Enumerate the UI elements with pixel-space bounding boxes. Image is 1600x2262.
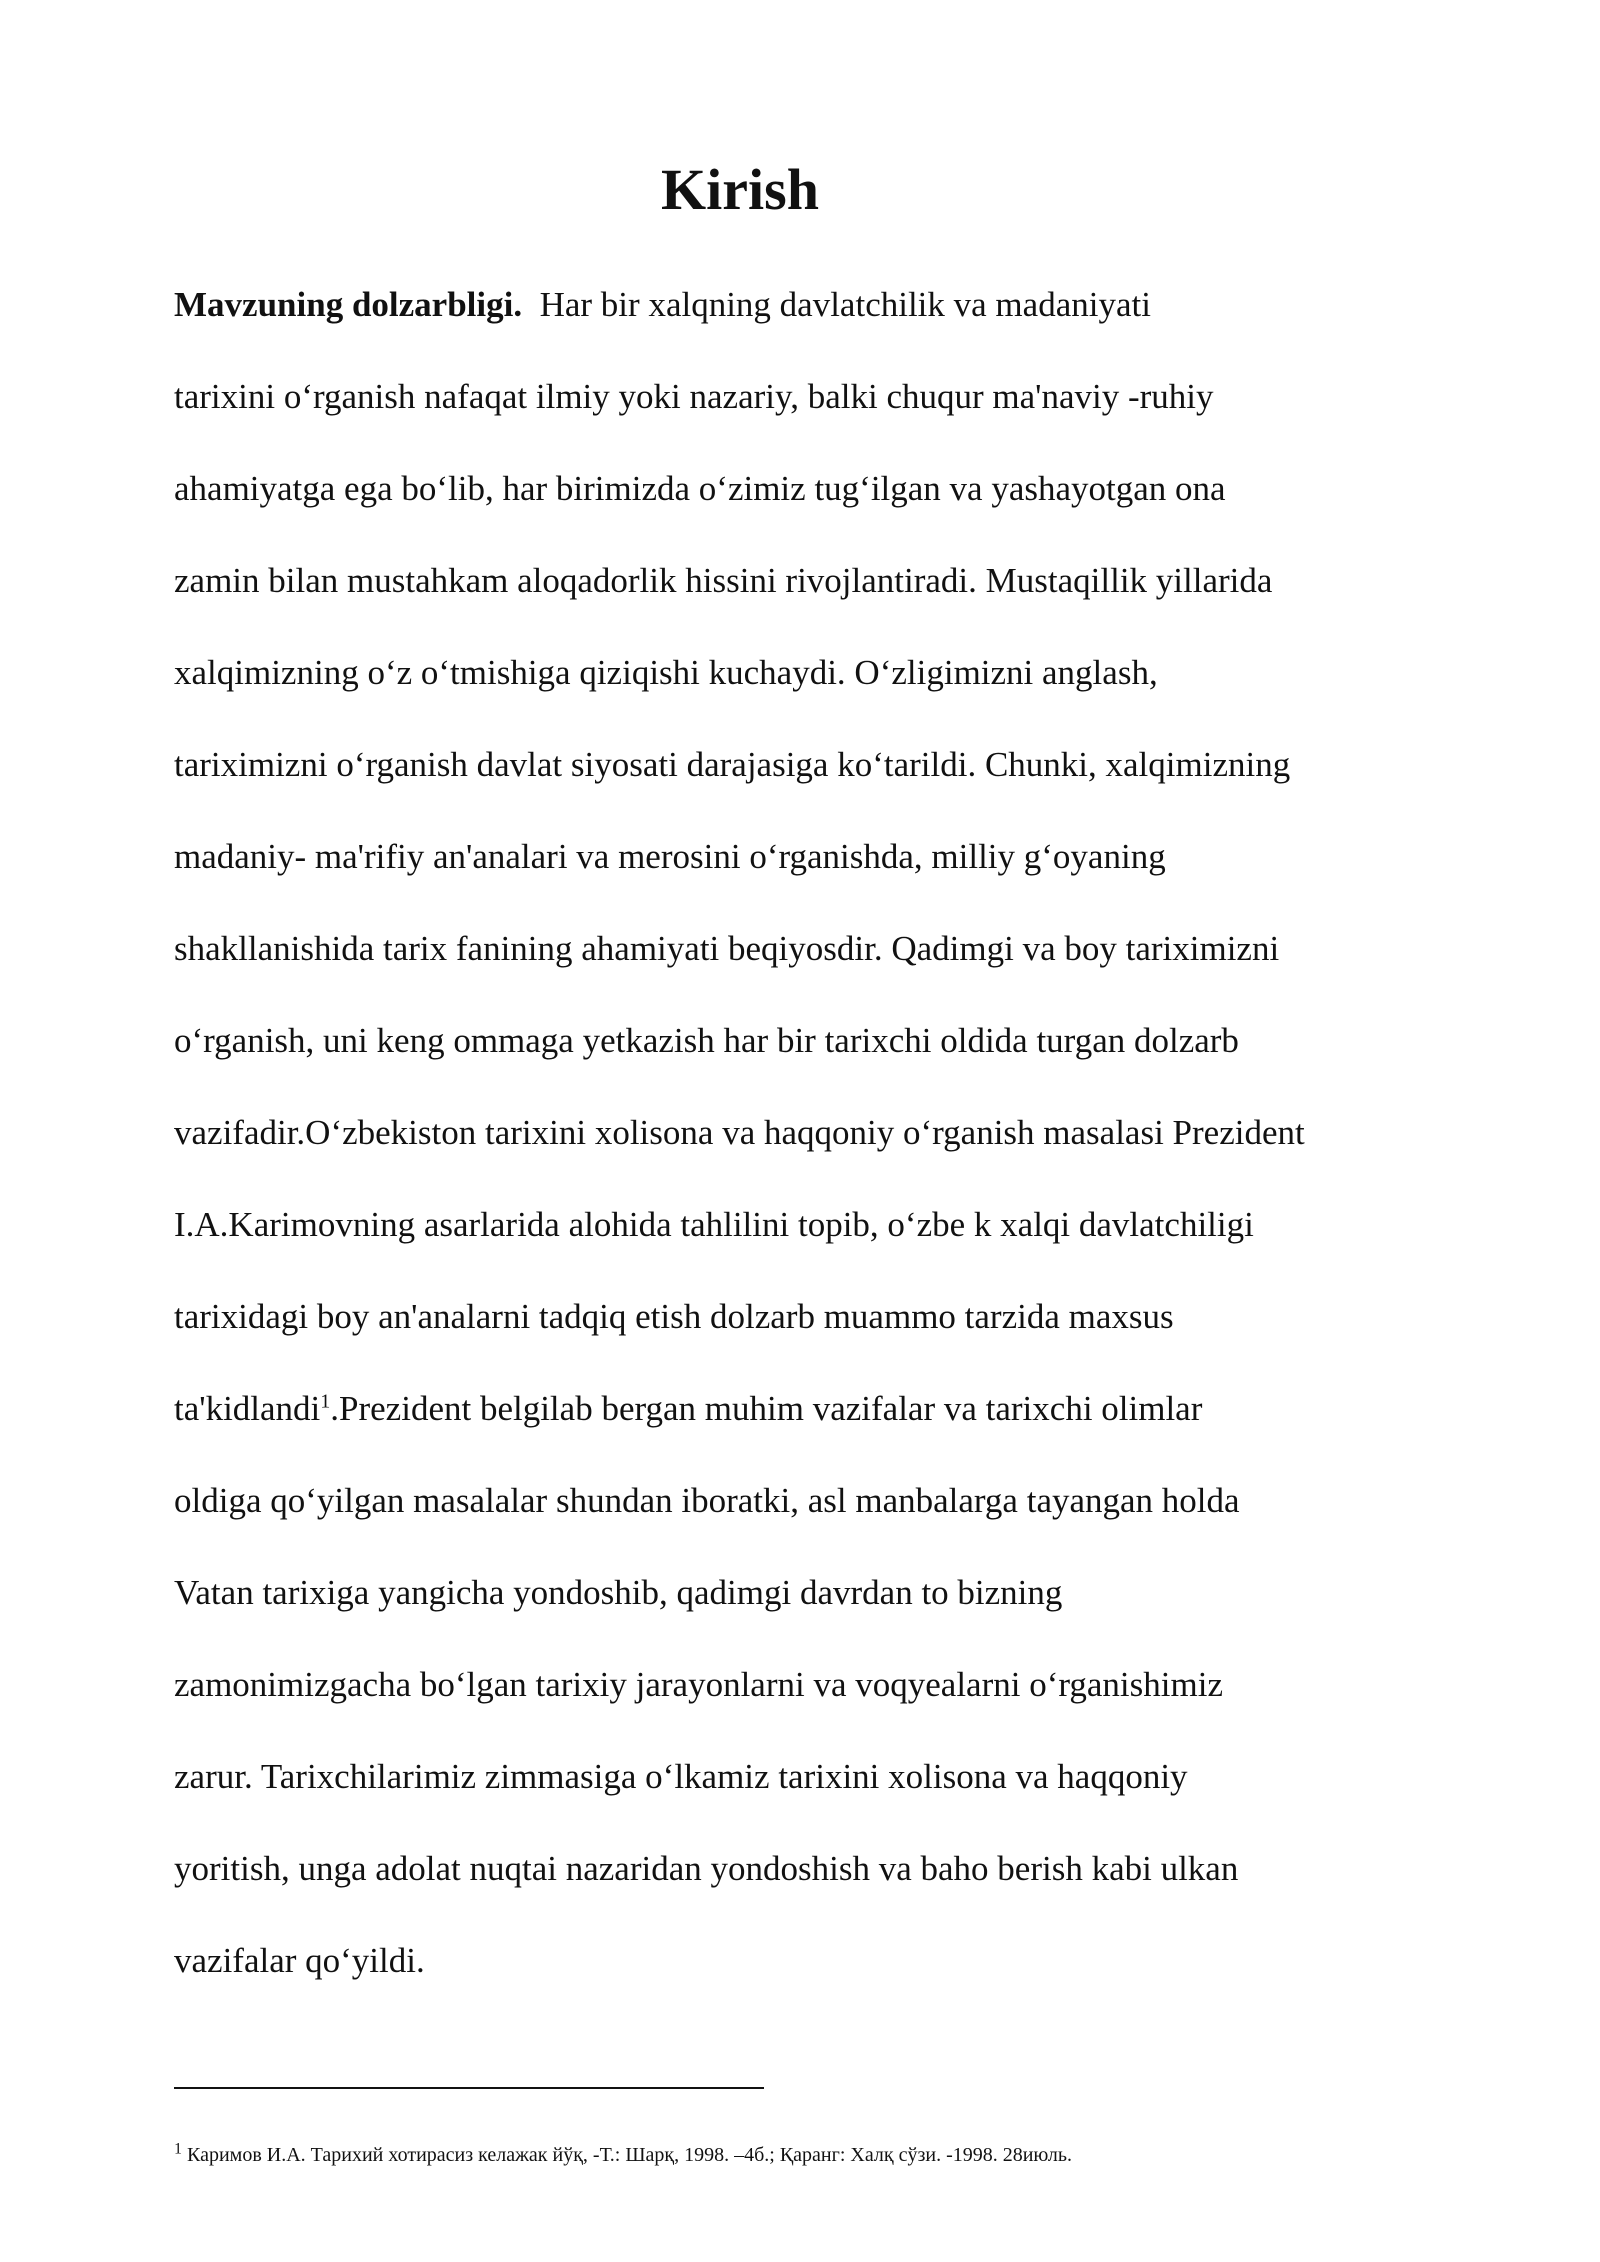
footnote-separator [174,2087,764,2089]
paragraph-line-8: shakllanishida tarix fanining ahamiyati beqiyosdir. Qadimgi va boy tariximizni [174,929,1280,968]
paragraph-line-19: vazifalar qoʻyildi. [174,1941,425,1980]
paragraph-line-6: tariximizni oʻrganish davlat siyosati darajasiga koʻtarildi. Chunki, xalqimizning [174,745,1291,784]
footnote-marker: 1 [174,2140,182,2158]
line-text: ta'kidlandi [174,1389,321,1428]
paragraph-line-11: I.A.Karimovning asarlarida alohida tahlilini topib, oʻzbe k xalqi davlatchiligi [174,1205,1254,1244]
paragraph-line-12: tarixidagi boy an'analarni tadqiq etish dolzarb muammo tarzida maxsus [174,1297,1174,1336]
paragraph-line-1 [174,280,1151,330]
paragraph-line-13 [174,1384,1202,1434]
section-lead: Mavzuning dolzarbligi. [174,285,523,324]
line-text: .Prezident belgilab bergan muhim vazifalar va tarixchi olimlar [330,1389,1203,1428]
paragraph-line-9: oʻrganish, uni keng ommaga yetkazish har bir tarixchi oldida turgan dolzarb [174,1021,1239,1060]
line-text: Har bir xalqning davlatchilik va madaniyati [539,285,1151,324]
paragraph-line-7: madaniy- ma'rifiy an'analari va merosini oʻrganishda, milliy gʻoyaning [174,837,1166,876]
paragraph-line-2: tarixini oʻrganish nafaqat ilmiy yoki nazariy, balki chuqur ma'naviy -ruhiy [174,377,1214,416]
paragraph-line-15: Vatan tarixiga yangicha yondoshib, qadimgi davrdan to bizning [174,1573,1063,1612]
footnote [174,2140,1072,2170]
footnote-text: Каримов И.А. Тарихий хотирасиз келажак йўқ, -Т.: Шарқ, 1998. –4б.; Қаранг: Халқ сўзи. -1998. 28июль. [187,2144,1072,2166]
footnote-reference[interactable]: 1 [320,1390,331,1413]
paragraph-line-17: zarur. Tarixchilarimiz zimmasiga oʻlkamiz tarixini xolisona va haqqoniy [174,1757,1188,1796]
paragraph-line-18: yoritish, unga adolat nuqtai nazaridan yondoshish va baho berish kabi ulkan [174,1849,1239,1888]
paragraph-line-10: vazifadir.Oʻzbekiston tarixini xolisona va haqqoniy oʻrganish masalasi Prezident [174,1113,1305,1152]
page-title: Kirish [661,157,819,222]
paragraph-line-16: zamonimizgacha boʻlgan tarixiy jarayonlarni va voqyealarni oʻrganishimiz [174,1665,1223,1704]
paragraph-line-4: zamin bilan mustahkam aloqadorlik hissini rivojlantiradi. Mustaqillik yillarida [174,561,1273,600]
paragraph-line-5: xalqimizning oʻz oʻtmishiga qiziqishi kuchaydi. Oʻzligimizni anglash, [174,653,1158,692]
paragraph-line-3: ahamiyatga ega boʻlib, har birimizda oʻzimiz tugʻilgan va yashayotgan ona [174,469,1226,508]
paragraph-line-14: oldiga qoʻyilgan masalalar shundan iboratki, asl manbalarga tayangan holda [174,1481,1240,1520]
